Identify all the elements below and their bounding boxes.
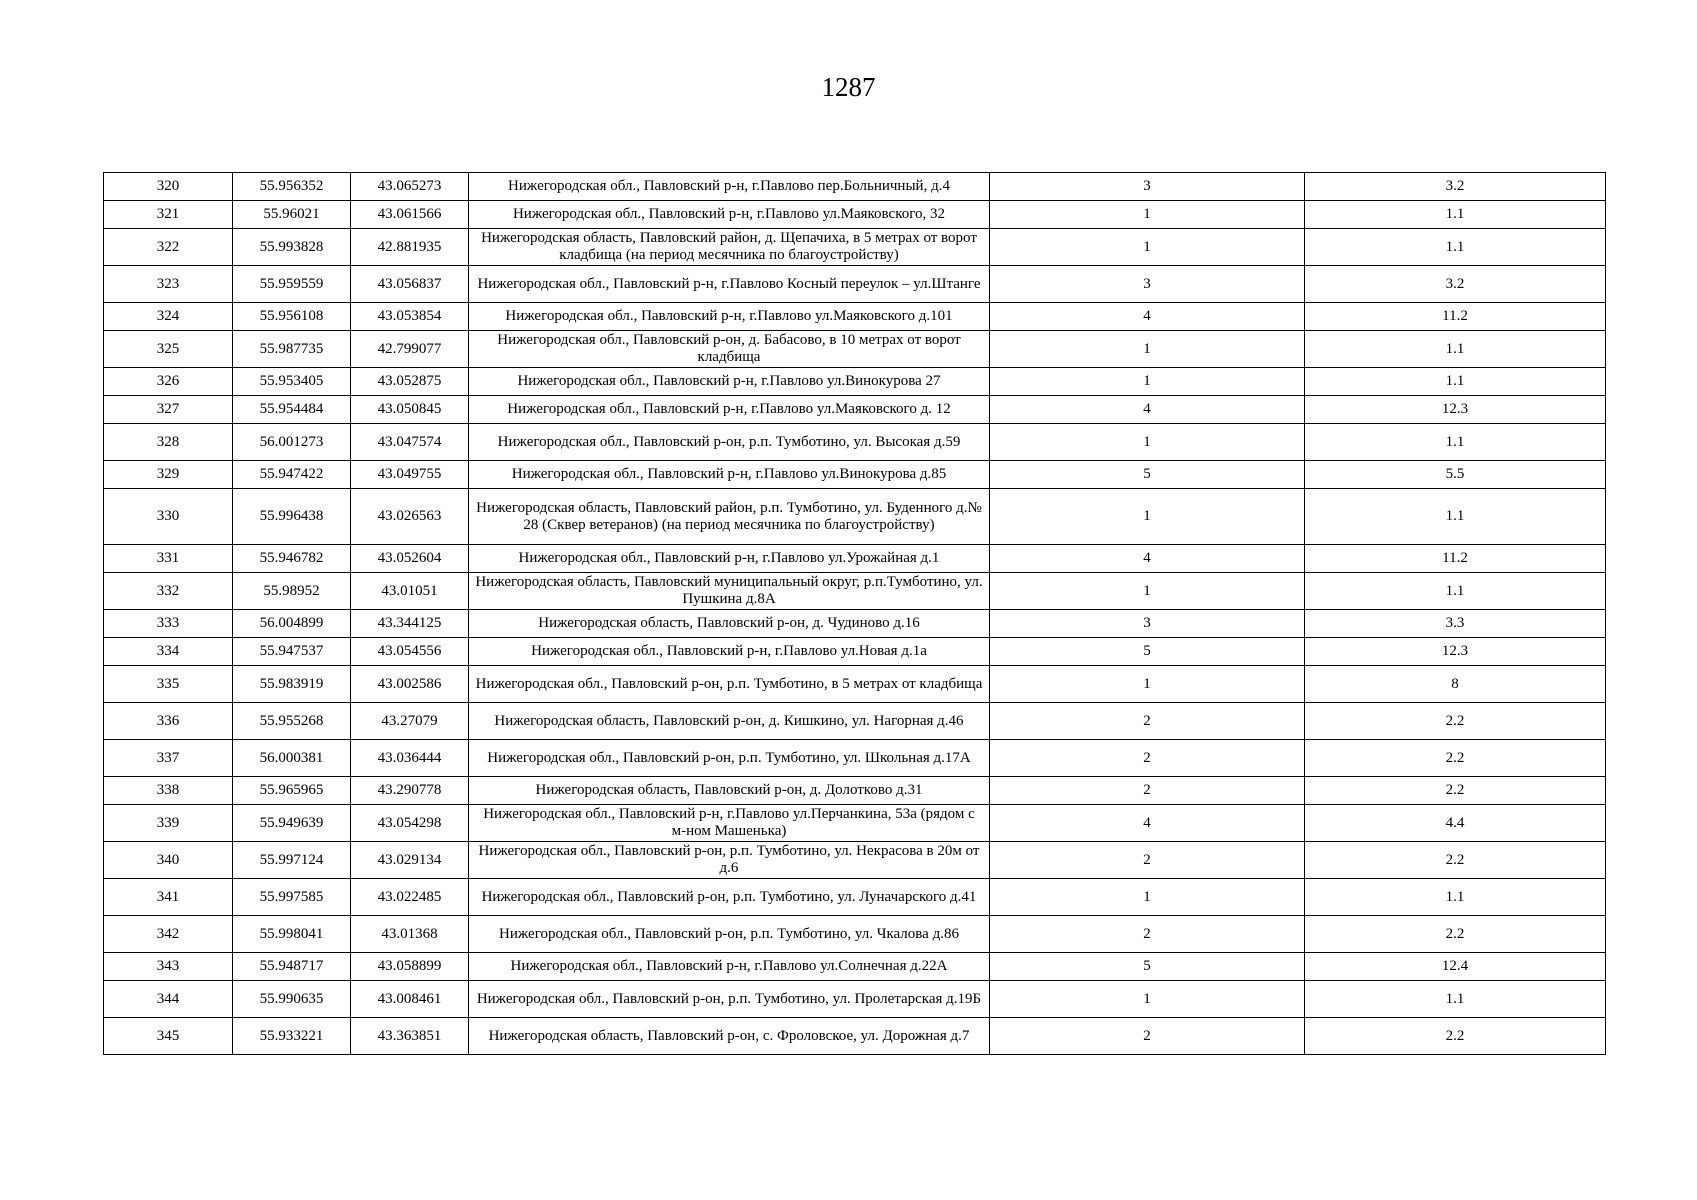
longitude-cell: 43.052875 — [351, 368, 469, 396]
latitude-cell: 56.001273 — [233, 424, 351, 461]
value-cell: 2.2 — [1305, 1018, 1606, 1055]
latitude-cell: 55.946782 — [233, 545, 351, 573]
latitude-cell: 55.956108 — [233, 303, 351, 331]
latitude-cell: 55.997585 — [233, 879, 351, 916]
latitude-cell: 56.000381 — [233, 740, 351, 777]
latitude-cell: 55.983919 — [233, 666, 351, 703]
latitude-cell: 55.955268 — [233, 703, 351, 740]
count-cell: 1 — [990, 331, 1305, 368]
longitude-cell: 43.008461 — [351, 981, 469, 1018]
value-cell: 2.2 — [1305, 842, 1606, 879]
row-number-cell: 342 — [104, 916, 233, 953]
longitude-cell: 43.054298 — [351, 805, 469, 842]
table-row — [104, 368, 1606, 396]
table-row — [104, 916, 1606, 953]
longitude-cell: 43.022485 — [351, 879, 469, 916]
latitude-cell: 55.996438 — [233, 489, 351, 545]
latitude-cell: 55.949639 — [233, 805, 351, 842]
table-row — [104, 777, 1606, 805]
latitude-cell: 55.987735 — [233, 331, 351, 368]
table-row — [104, 396, 1606, 424]
table-body — [104, 173, 1606, 1055]
count-cell: 1 — [990, 573, 1305, 610]
value-cell: 2.2 — [1305, 777, 1606, 805]
row-number-cell: 338 — [104, 777, 233, 805]
table-row — [104, 953, 1606, 981]
longitude-cell: 42.881935 — [351, 229, 469, 266]
value-cell: 5.5 — [1305, 461, 1606, 489]
count-cell: 2 — [990, 1018, 1305, 1055]
longitude-cell: 43.036444 — [351, 740, 469, 777]
row-number-cell: 339 — [104, 805, 233, 842]
locations-table — [103, 172, 1606, 1055]
address-cell: Нижегородская обл., Павловский р-он, р.п. Тумботино, в 5 метрах от кладбища — [469, 666, 990, 703]
latitude-cell: 55.998041 — [233, 916, 351, 953]
count-cell: 5 — [990, 638, 1305, 666]
count-cell: 1 — [990, 368, 1305, 396]
address-cell: Нижегородская обл., Павловский р-он, р.п. Тумботино, ул. Некрасова в 20м от д.6 — [469, 842, 990, 879]
count-cell: 1 — [990, 879, 1305, 916]
table-row — [104, 805, 1606, 842]
table-row — [104, 229, 1606, 266]
value-cell: 1.1 — [1305, 229, 1606, 266]
latitude-cell: 55.993828 — [233, 229, 351, 266]
value-cell: 2.2 — [1305, 916, 1606, 953]
row-number-cell: 336 — [104, 703, 233, 740]
count-cell: 2 — [990, 916, 1305, 953]
longitude-cell: 43.029134 — [351, 842, 469, 879]
count-cell: 2 — [990, 740, 1305, 777]
row-number-cell: 320 — [104, 173, 233, 201]
address-cell: Нижегородская обл., Павловский р-он, р.п. Тумботино, ул. Пролетарская д.19Б — [469, 981, 990, 1018]
value-cell: 3.2 — [1305, 173, 1606, 201]
row-number-cell: 340 — [104, 842, 233, 879]
longitude-cell: 43.01051 — [351, 573, 469, 610]
value-cell: 1.1 — [1305, 368, 1606, 396]
address-cell: Нижегородская обл., Павловский р-он, д. Бабасово, в 10 метрах от ворот кладбища — [469, 331, 990, 368]
value-cell: 4.4 — [1305, 805, 1606, 842]
latitude-cell: 56.004899 — [233, 610, 351, 638]
count-cell: 1 — [990, 201, 1305, 229]
row-number-cell: 337 — [104, 740, 233, 777]
row-number-cell: 343 — [104, 953, 233, 981]
table-row — [104, 879, 1606, 916]
address-cell: Нижегородская обл., Павловский р-н, г.Павлово ул.Маяковского д. 12 — [469, 396, 990, 424]
address-cell: Нижегородская обл., Павловский р-н, г.Павлово ул.Урожайная д.1 — [469, 545, 990, 573]
value-cell: 12.3 — [1305, 638, 1606, 666]
longitude-cell: 43.052604 — [351, 545, 469, 573]
address-cell: Нижегородская обл., Павловский р-н, г.Павлово ул.Солнечная д.22А — [469, 953, 990, 981]
address-cell: Нижегородская область, Павловский район, р.п. Тумботино, ул. Буденного д.№ 28 (Сквер ветеранов) (на период месячника по благоустройству) — [469, 489, 990, 545]
row-number-cell: 329 — [104, 461, 233, 489]
address-cell: Нижегородская обл., Павловский р-н, г.Павлово ул.Винокурова 27 — [469, 368, 990, 396]
count-cell: 1 — [990, 981, 1305, 1018]
count-cell: 2 — [990, 777, 1305, 805]
latitude-cell: 55.948717 — [233, 953, 351, 981]
longitude-cell: 43.344125 — [351, 610, 469, 638]
count-cell: 1 — [990, 229, 1305, 266]
value-cell: 1.1 — [1305, 201, 1606, 229]
longitude-cell: 43.065273 — [351, 173, 469, 201]
count-cell: 1 — [990, 424, 1305, 461]
table-row — [104, 489, 1606, 545]
row-number-cell: 333 — [104, 610, 233, 638]
latitude-cell: 55.947422 — [233, 461, 351, 489]
table-row — [104, 740, 1606, 777]
latitude-cell: 55.947537 — [233, 638, 351, 666]
latitude-cell: 55.990635 — [233, 981, 351, 1018]
table-row — [104, 1018, 1606, 1055]
value-cell: 3.2 — [1305, 266, 1606, 303]
latitude-cell: 55.956352 — [233, 173, 351, 201]
count-cell: 2 — [990, 703, 1305, 740]
address-cell: Нижегородская обл., Павловский р-н, г.Павлово ул.Новая д.1а — [469, 638, 990, 666]
latitude-cell: 55.959559 — [233, 266, 351, 303]
address-cell: Нижегородская область, Павловский р-он, д. Чудиново д.16 — [469, 610, 990, 638]
row-number-cell: 326 — [104, 368, 233, 396]
value-cell: 1.1 — [1305, 879, 1606, 916]
count-cell: 4 — [990, 303, 1305, 331]
row-number-cell: 327 — [104, 396, 233, 424]
address-cell: Нижегородская обл., Павловский р-н, г.Павлово пер.Больничный, д.4 — [469, 173, 990, 201]
page-number: 1287 — [821, 72, 876, 102]
table-row — [104, 266, 1606, 303]
longitude-cell: 43.290778 — [351, 777, 469, 805]
value-cell: 1.1 — [1305, 573, 1606, 610]
count-cell: 3 — [990, 173, 1305, 201]
address-cell: Нижегородская область, Павловский муниципальный округ, р.п.Тумботино, ул. Пушкина д.8А — [469, 573, 990, 610]
latitude-cell: 55.954484 — [233, 396, 351, 424]
row-number-cell: 332 — [104, 573, 233, 610]
count-cell: 5 — [990, 461, 1305, 489]
latitude-cell: 55.953405 — [233, 368, 351, 396]
latitude-cell: 55.997124 — [233, 842, 351, 879]
count-cell: 3 — [990, 610, 1305, 638]
value-cell: 1.1 — [1305, 424, 1606, 461]
value-cell: 2.2 — [1305, 740, 1606, 777]
table-row — [104, 331, 1606, 368]
value-cell: 12.4 — [1305, 953, 1606, 981]
row-number-cell: 324 — [104, 303, 233, 331]
count-cell: 5 — [990, 953, 1305, 981]
latitude-cell: 55.965965 — [233, 777, 351, 805]
row-number-cell: 335 — [104, 666, 233, 703]
row-number-cell: 321 — [104, 201, 233, 229]
longitude-cell: 43.056837 — [351, 266, 469, 303]
value-cell: 1.1 — [1305, 981, 1606, 1018]
address-cell: Нижегородская обл., Павловский р-он, р.п. Тумботино, ул. Высокая д.59 — [469, 424, 990, 461]
table-row — [104, 424, 1606, 461]
longitude-cell: 43.047574 — [351, 424, 469, 461]
longitude-cell: 43.002586 — [351, 666, 469, 703]
row-number-cell: 331 — [104, 545, 233, 573]
address-cell: Нижегородская обл., Павловский р-н, г.Павлово Косный переулок – ул.Штанге — [469, 266, 990, 303]
latitude-cell: 55.933221 — [233, 1018, 351, 1055]
value-cell: 8 — [1305, 666, 1606, 703]
count-cell: 2 — [990, 842, 1305, 879]
value-cell: 11.2 — [1305, 545, 1606, 573]
table-row — [104, 303, 1606, 331]
count-cell: 4 — [990, 805, 1305, 842]
longitude-cell: 43.054556 — [351, 638, 469, 666]
table-row — [104, 545, 1606, 573]
longitude-cell: 43.363851 — [351, 1018, 469, 1055]
value-cell: 1.1 — [1305, 331, 1606, 368]
table-row — [104, 981, 1606, 1018]
latitude-cell: 55.98952 — [233, 573, 351, 610]
longitude-cell: 43.049755 — [351, 461, 469, 489]
value-cell: 1.1 — [1305, 489, 1606, 545]
table-row — [104, 610, 1606, 638]
address-cell: Нижегородская обл., Павловский р-н, г.Павлово ул.Перчанкина, 53а (рядом с м-ном Машенька) — [469, 805, 990, 842]
row-number-cell: 322 — [104, 229, 233, 266]
address-cell: Нижегородская обл., Павловский р-он, р.п. Тумботино, ул. Школьная д.17А — [469, 740, 990, 777]
table-row — [104, 842, 1606, 879]
table-row — [104, 573, 1606, 610]
longitude-cell: 43.026563 — [351, 489, 469, 545]
row-number-cell: 341 — [104, 879, 233, 916]
count-cell: 4 — [990, 396, 1305, 424]
address-cell: Нижегородская обл., Павловский р-н, г.Павлово ул.Винокурова д.85 — [469, 461, 990, 489]
address-cell: Нижегородская обл., Павловский р-н, г.Павлово ул.Маяковского, 32 — [469, 201, 990, 229]
longitude-cell: 43.053854 — [351, 303, 469, 331]
row-number-cell: 325 — [104, 331, 233, 368]
count-cell: 1 — [990, 666, 1305, 703]
address-cell: Нижегородская обл., Павловский р-он, р.п. Тумботино, ул. Чкалова д.86 — [469, 916, 990, 953]
address-cell: Нижегородская область, Павловский р-он, с. Фроловское, ул. Дорожная д.7 — [469, 1018, 990, 1055]
longitude-cell: 43.058899 — [351, 953, 469, 981]
table-row — [104, 638, 1606, 666]
count-cell: 3 — [990, 266, 1305, 303]
longitude-cell: 42.799077 — [351, 331, 469, 368]
value-cell: 12.3 — [1305, 396, 1606, 424]
latitude-cell: 55.96021 — [233, 201, 351, 229]
count-cell: 4 — [990, 545, 1305, 573]
address-cell: Нижегородская область, Павловский р-он, д. Долотково д.31 — [469, 777, 990, 805]
address-cell: Нижегородская область, Павловский район, д. Щепачиха, в 5 метрах от ворот кладбища (на период месячника по благоустройству) — [469, 229, 990, 266]
value-cell: 11.2 — [1305, 303, 1606, 331]
address-cell: Нижегородская обл., Павловский р-н, г.Павлово ул.Маяковского д.101 — [469, 303, 990, 331]
longitude-cell: 43.01368 — [351, 916, 469, 953]
table-row — [104, 201, 1606, 229]
row-number-cell: 330 — [104, 489, 233, 545]
table-row — [104, 666, 1606, 703]
longitude-cell: 43.27079 — [351, 703, 469, 740]
value-cell: 3.3 — [1305, 610, 1606, 638]
longitude-cell: 43.061566 — [351, 201, 469, 229]
row-number-cell: 328 — [104, 424, 233, 461]
table-row — [104, 703, 1606, 740]
row-number-cell: 344 — [104, 981, 233, 1018]
address-cell: Нижегородская обл., Павловский р-он, р.п. Тумботино, ул. Луначарского д.41 — [469, 879, 990, 916]
longitude-cell: 43.050845 — [351, 396, 469, 424]
address-cell: Нижегородская область, Павловский р-он, д. Кишкино, ул. Нагорная д.46 — [469, 703, 990, 740]
value-cell: 2.2 — [1305, 703, 1606, 740]
row-number-cell: 334 — [104, 638, 233, 666]
table-row — [104, 173, 1606, 201]
row-number-cell: 323 — [104, 266, 233, 303]
count-cell: 1 — [990, 489, 1305, 545]
table-row — [104, 461, 1606, 489]
row-number-cell: 345 — [104, 1018, 233, 1055]
